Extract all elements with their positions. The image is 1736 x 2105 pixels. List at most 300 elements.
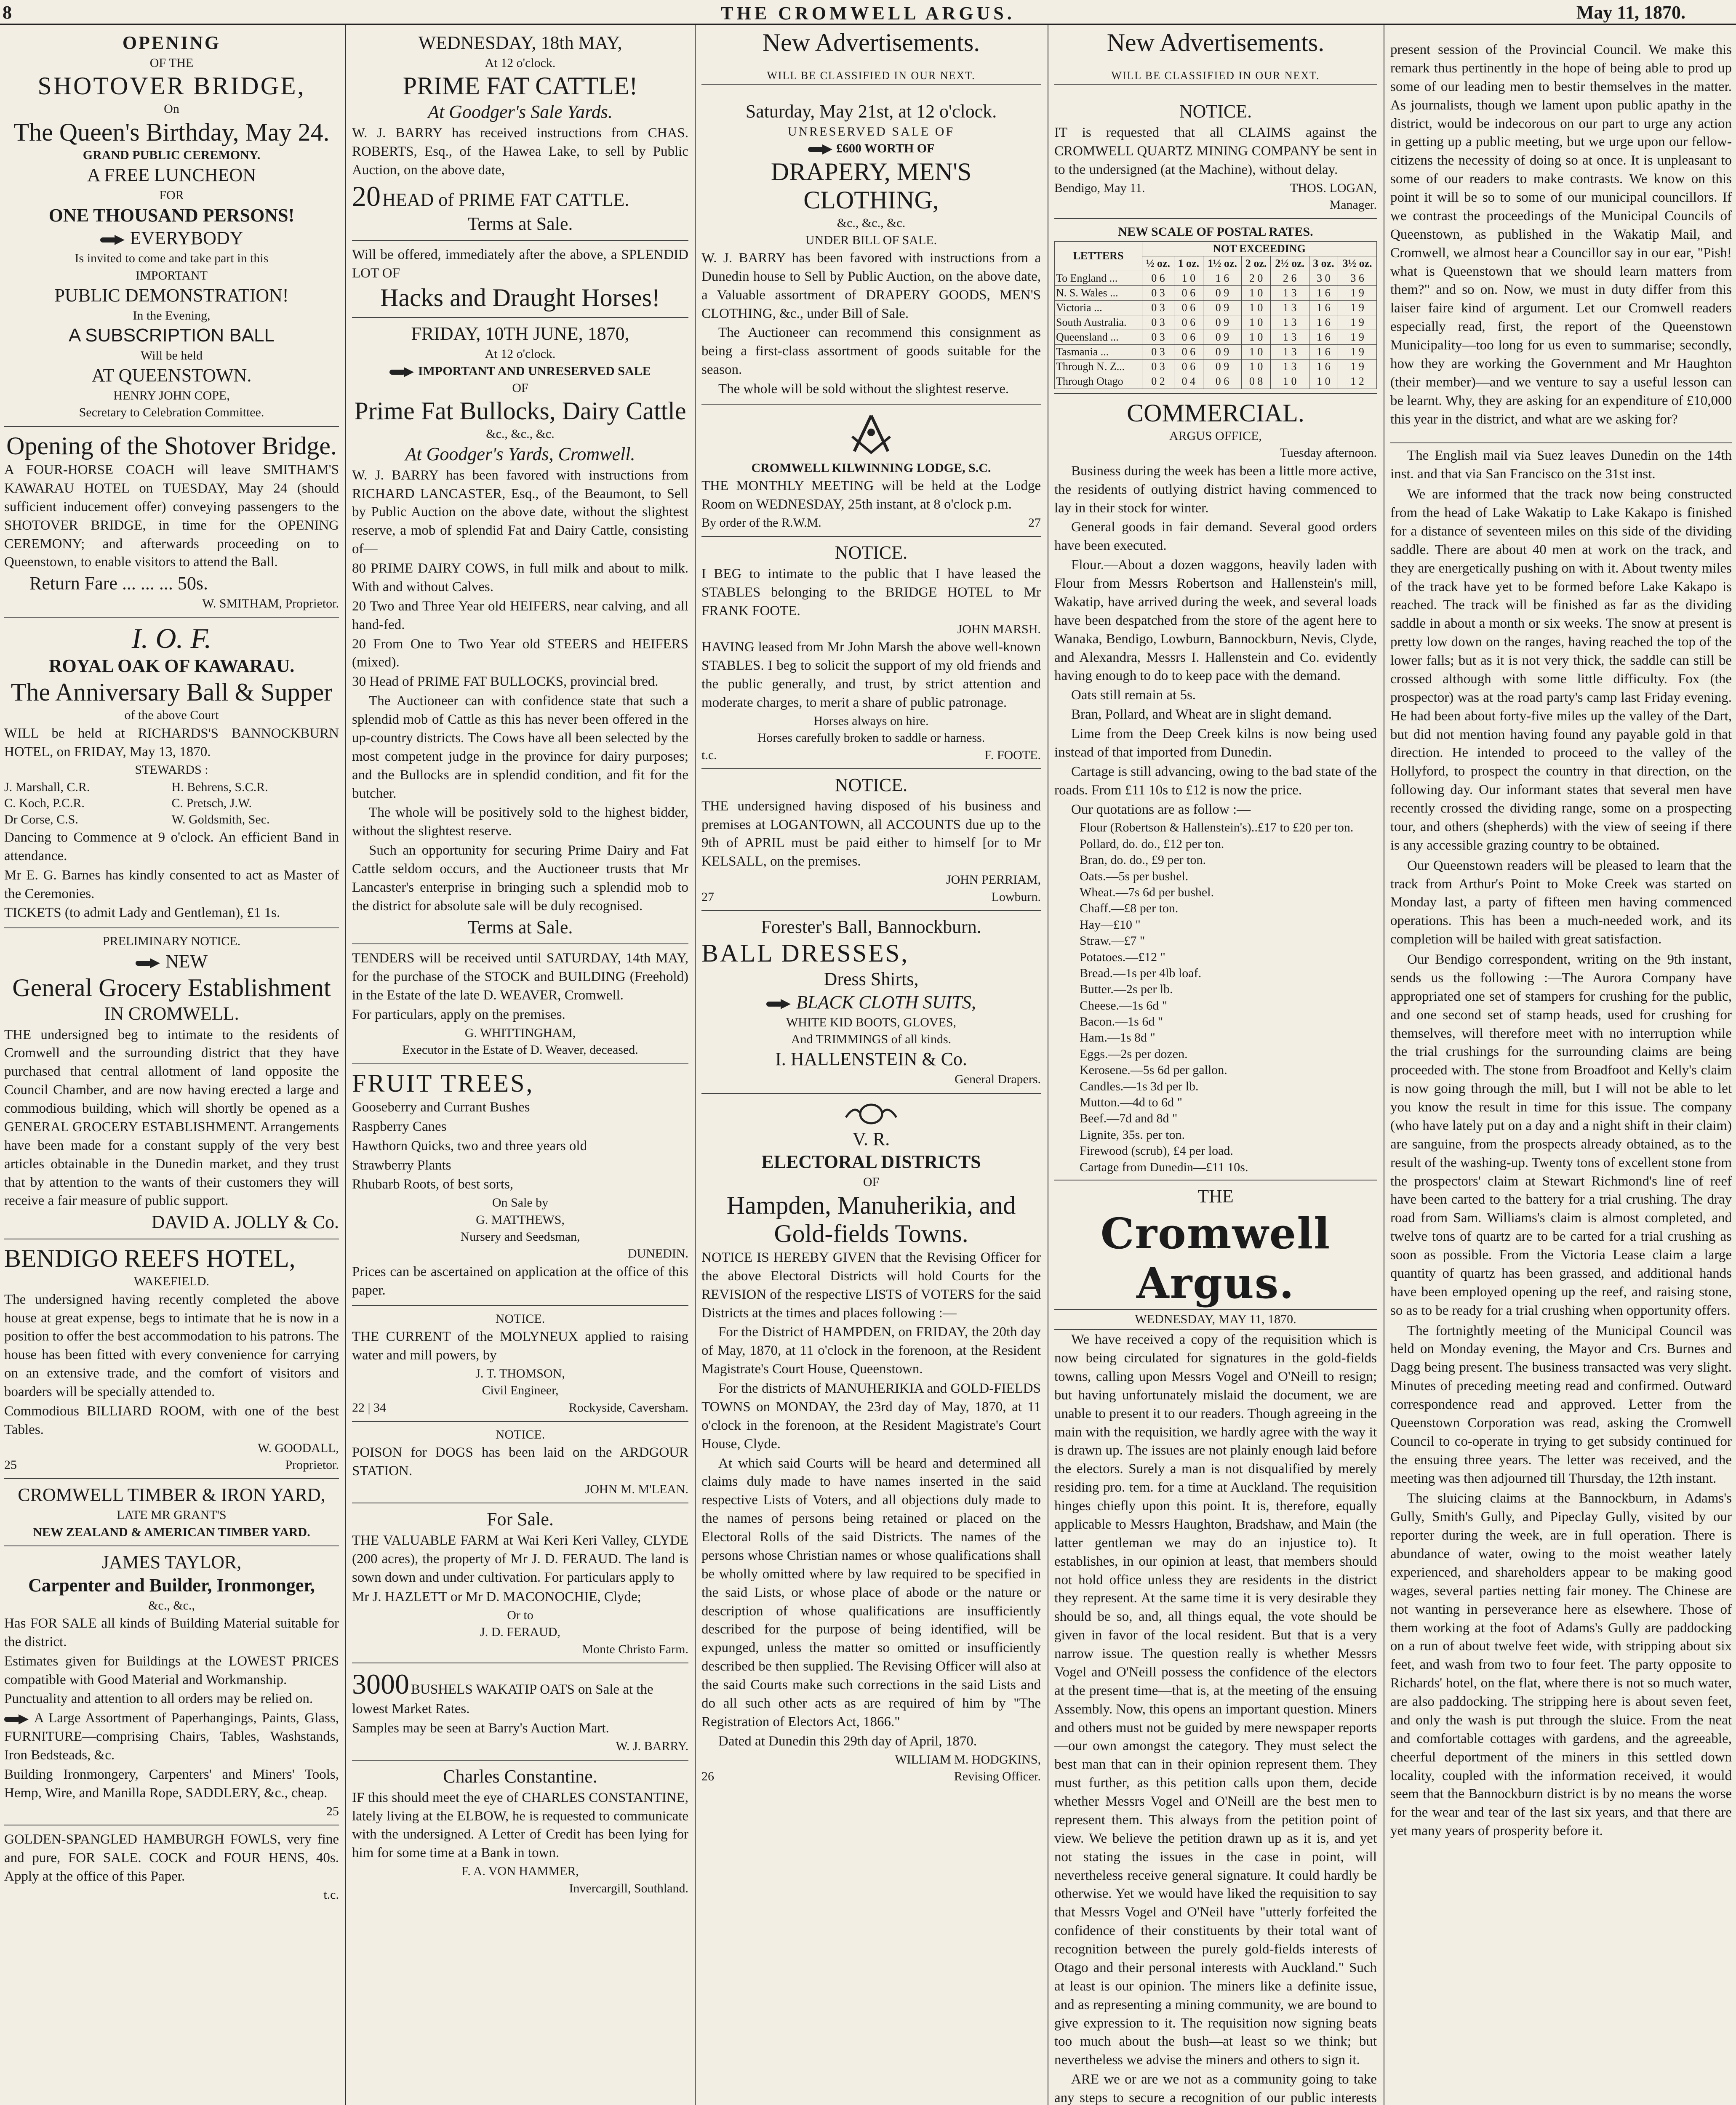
pointing-hand-icon: [808, 144, 833, 155]
list-item: Wheat.—7s 6d per bushel.: [1080, 885, 1214, 899]
ad-line: And TRIMMINGS of all kinds.: [791, 1032, 952, 1046]
article-paragraph: We are informed that the track now being constructed from the head of Lake Wakatip to Lake Kakapo is finished for a distance of seventeen miles on this side of the dividing saddle. There are about 40 men at work on the track, and they are energetically pushing on with it. About twenty miles of the track have yet to be formed before Lake Kakapo is reached. The track will be finished as far as the dividing saddle in about a month or six weeks. The snow at present is pretty low down on the ranges, having reached the top of the lower falls; but as it is not very thick, the saddle can still be crossed although with some little difficulty. Fox (the prospector) was at the road party's camp last Friday evening. He had been about forty-five miles up the valley of the Dart, but did not mention having found any payable gold in that direction. He intended to proceed to the valley of the Hollyford, to prospect the country in that direction, on the following day. Our informant states that several men have recently crossed the dividing range, some on a prospecting tour, and others (shepherds) with the view of seeing if there is any accessible grazing country to be obtained.: [1390, 487, 1732, 853]
ad-line: OF THE: [149, 56, 194, 70]
pointing-hand-icon: [766, 999, 792, 1009]
table-row: [1055, 271, 1377, 285]
ad-body: IT is requested that all CLAIMS against the CROMWELL QUARTZ MINING COMPANY be sent in to the undersigned (at the Machine), without delay.: [1054, 125, 1377, 177]
ad-body: For the districts of MANUHERIKIA and GOLD-FIELDS TOWNS on MONDAY, the 23rd day of May, 1870, at 11 o'clock in the forenoon, at the Resident Magistrate's Court House, Clyde.: [701, 1381, 1041, 1452]
masonic-emblem-icon: [842, 411, 901, 458]
list-item: Firewood (scrub), £4 per load.: [1080, 1144, 1233, 1158]
ad-body: W. J. BARRY has received instructions from CHAS. ROBERTS, Esq., of the Hawea Lake, to sell by Public Auction, on the above date,: [352, 125, 688, 178]
ad-body: Punctuality and attention to all orders may be relied on.: [4, 1691, 313, 1707]
table-cell: 1 9: [1338, 315, 1377, 330]
ad-line: OF: [863, 1175, 880, 1189]
list-item: Hawthorn Quicks, two and three years old: [352, 1138, 587, 1154]
table-cell: 1 6: [1309, 285, 1338, 300]
ad-kilwinning-lodge: [701, 405, 1041, 537]
list-item: Chaff.—£8 per ton.: [1080, 901, 1179, 916]
ad-heading: Charles Constantine.: [443, 1766, 597, 1787]
ad-line: A SUBSCRIPTION BALL: [68, 325, 275, 346]
list-item: Cheese.—1s 6d ": [1080, 998, 1168, 1013]
ad-heading: BALL DRESSES,: [701, 939, 909, 967]
pointing-hand-icon: [389, 367, 415, 377]
ad-number: 20: [352, 180, 381, 212]
pointing-hand-icon: [136, 958, 161, 968]
list-item: Gooseberry and Currant Bushes: [352, 1099, 530, 1115]
ad-oddfellows-ball: [4, 618, 339, 928]
article-paragraph: Our Bendigo correspondent, writing on the 9th instant, sends us the following :—The Aurora Company have appropriated one set of stampers for crushing for the public, and one second set of stamp heads, used for crushing for themselves, will therefore meet with no interruption while the trial crushings for the surrounding claims are being proceeded with. The stone from Broadfoot and Kelly's claim is now going through the mill, but I will not be able to let you know the result in time for this issue. The company (who have lately put on a day and a night shift in their claim) are sanguine, from the prospects already obtained, as to the result of the washing-up. Twenty tons of excellent stone from the prospectors' claim at Stewart Richmond's line of reef have been carted to the battery for a trial crushing. The dray road from Sam. Williams's claim is almost completed, and twelve tons of quartz are to be carted for a trial crushing as soon as possible. From the Victoria Lease claim a large quantity of quartz has been grassed, and additional hands have been employed opening up the reef, and raising stone, so as to be ready for a trial crushing when opportunity offers.: [1390, 952, 1732, 1318]
list-item: Bacon.—1s 6d ": [1080, 1015, 1163, 1029]
ad-signature: I. HALLENSTEIN & Co.: [775, 1049, 967, 1070]
table-cell: 1 6: [1309, 315, 1338, 330]
ad-line: WEDNESDAY, 18th MAY,: [418, 32, 622, 53]
ad-body: The Auctioneer can recommend this consignment as being a first-class assortment of goods suitable for the season.: [701, 325, 1041, 378]
ad-body: The whole will be positively sold to the highest bidder, without the slightest reserve.: [352, 805, 688, 839]
ad-signature: G. WHITTINGHAM,: [464, 1026, 576, 1040]
ad-line: Dress Shirts,: [824, 969, 919, 989]
table-cell: 1 0: [1242, 344, 1271, 359]
table-cell: 1 6: [1309, 300, 1338, 315]
table-cell: 1 6: [1309, 330, 1338, 344]
list-item: Straw.—£7 ": [1080, 934, 1145, 948]
ad-number: 27: [701, 890, 714, 904]
table-cell: 1 3: [1270, 344, 1309, 359]
ad-line: &c., &c., &c.: [486, 427, 555, 441]
table-row: [1055, 374, 1377, 389]
ad-fat-cattle: [352, 27, 688, 241]
ad-line: NOTICE.: [495, 1311, 545, 1326]
ad-heading: The Queen's Birthday, May 24.: [13, 118, 330, 146]
ad-line: On Sale by: [492, 1196, 549, 1210]
list-item: Strawberry Plants: [352, 1157, 451, 1173]
ad-body: Samples may be seen at Barry's Auction Mart.: [352, 1720, 609, 1736]
newspaper-title: THE CROMWELL ARGUS.: [721, 3, 1015, 24]
table-cell: 0 6: [1174, 300, 1203, 315]
ad-number: 27: [1028, 516, 1041, 530]
ad-body: BUSHELS WAKATIP OATS on Sale at the lowest Market Rates.: [352, 1681, 653, 1716]
ad-line: Secretary to Celebration Committee.: [79, 405, 264, 420]
ad-foresters-ball: [701, 911, 1041, 1094]
royal-arms-icon: [821, 1100, 922, 1126]
ad-body: Has FOR SALE all kinds of Building Material suitable for the district.: [4, 1615, 339, 1649]
ad-body: The Auctioneer can with confidence state that such a splendid mob of Cattle as this has never been offered in the up-country districts. The Cows have all been selected by the most competent judge in the province for dairy purposes; and the Bullocks are in splendid condition, and fit for the butcher.: [352, 693, 688, 801]
ad-line: AT QUEENSTOWN.: [91, 365, 252, 386]
table-row: [1055, 330, 1377, 344]
table-cell: 1 0: [1309, 374, 1338, 389]
ad-line: NEW: [165, 951, 208, 972]
ad-heading: Hampden, Manuherikia, and Gold-fields Towns.: [726, 1191, 1016, 1247]
issue-date: May 11, 1870.: [1576, 2, 1685, 23]
ad-body: Such an opportunity for securing Prime Dairy and Fat Cattle seldom occurs, and the Auctioneer trusts that Mr Lancaster's enterprise in bringing such a splendid mob to the district for absolute sale will be duly recognised.: [352, 843, 688, 914]
ad-heading: Opening of the Shotover Bridge.: [6, 432, 337, 460]
table-header: 1 oz.: [1174, 256, 1203, 271]
ad-number: 3000: [352, 1668, 409, 1700]
table-header: 3½ oz.: [1338, 256, 1377, 271]
ad-body: Will be offered, immediately after the above, a SPLENDID LOT OF: [352, 247, 688, 281]
table-cell: 0 9: [1203, 315, 1242, 330]
article-paragraph: Flour.—About a dozen waggons, heavily laden with Flour from Messrs Robertson and Hallenstein's mill, Wakatip, have arrived during the week, and several loads have been despatched from the store of the agent here to Wanaka, Bendigo, Lowburn, Bannockburn, Nevis, Clyde, and Alexandra, Messrs I. Hallenstein and Co. evidently having enough to do to keep pace with the demand.: [1054, 557, 1377, 684]
ad-heading: NOTICE.: [1179, 101, 1252, 122]
ad-heading: JAMES TAYLOR,: [101, 1552, 242, 1572]
list-item: Hay—£10 ": [1080, 917, 1141, 932]
ad-body: W. J. BARRY has been favored with instructions from RICHARD LANCASTER, Esq., of the Beaumont, to Sell by Public Auction on the above date, without the slightest reserve, a mob of splendid Fat and Dairy Cattle, consisting of—: [352, 467, 688, 557]
ad-line: WAKEFIELD.: [133, 1274, 210, 1289]
table-header: NOT EXCEEDING: [1142, 241, 1376, 256]
ad-line: &c., &c.,: [148, 1598, 195, 1612]
ad-line: WHITE KID BOOTS, GLOVES,: [786, 1015, 957, 1029]
article-paragraph: We have received a copy of the requisition which is now being circulated for signatures in the gold-fields towns, calling upon Messrs Vogel and O'Neill to resign; but having unfortunately mislaid the document, we are unable to present it to our readers. Though agreeing in the main with the requisition, we hardly agree with the way it is drawn up. The issues are not plainly enough laid before the electors. Surely a man is not disqualified by merely residing pro. tem. for a time at Auckland. The requisition hinges chiefly upon this point. It is, therefore, equally applicable to Messrs Haughton, Bradshaw, and Main (the latter gentleman we may do an injustice to). It establishes, in our opinion at least, that members should not hold office unless they are residents in the district they represent. At the same time it is very desirable they should be so, and, all things equal, the vote should be given in favor of the local resident. But that is a very narrow issue. The question really is whether Messrs Vogel and O'Neill possess the confidence of the electors at the present time—that is, at the meeting of the ensuing Assembly. Now, this opens an important question. Miners and others must not be guided by mere newspaper reports—our own amongst the category. They must select the best man that can in their opinion represent them. They must further, as this petition calls upon them, decide whether Messrs Vogel and O'Neill are the best men to represent them. This always from the petition point of view. We believe the petition drawn up as it is, and yet not stating the issues in the case in point, will nevertheless receive general signature. It could hardly be otherwise. Yet we would have liked the requisition to say that Messrs Vogel and O'Neil have "utterly forfeited the confidence of their constituents by their total want of recognition between the purely gold-fields interests of Otago and their personal interests with Auckland." Such at least is our opinion. The miners like a definite issue, and as representing a mining community, we are bound to give expression to it. The requisition now signing beats too much about the bush—at least so we think; but nevertheless we advise the miners and others to sign it.: [1054, 1332, 1377, 2068]
table-cell: 3 6: [1338, 271, 1377, 285]
table-cell: 0 3: [1142, 300, 1174, 315]
ad-line: PRELIMINARY NOTICE.: [102, 934, 241, 949]
list-item: 30 Head of PRIME FAT BULLOCKS, provincial bred.: [352, 674, 659, 690]
table-cell: 1 6: [1203, 271, 1242, 285]
ad-line: On: [164, 102, 179, 116]
table-header: 2 oz.: [1242, 256, 1271, 271]
ad-line: UNDER BILL OF SALE.: [805, 233, 937, 247]
ad-line: OF: [512, 381, 528, 395]
table-cell: 0 3: [1142, 285, 1174, 300]
steward: C. Koch, P.C.R.: [4, 796, 85, 810]
ad-line: IMPORTANT: [136, 268, 208, 282]
ad-line: UNRESERVED SALE OF: [787, 124, 955, 139]
ad-line: IN CROMWELL.: [104, 1003, 239, 1024]
table-cell: 1 0: [1242, 359, 1271, 374]
list-item: Bran, do. do., £9 per ton.: [1080, 853, 1206, 867]
ad-line: At Goodger's Yards, Cromwell.: [405, 443, 635, 464]
table-cell: Tasmania ...: [1055, 344, 1142, 359]
ad-line: IMPORTANT AND UNRESERVED SALE: [418, 364, 651, 378]
table-cell: 1 9: [1338, 300, 1377, 315]
ad-heading: Carpenter and Builder, Ironmonger,: [28, 1575, 315, 1596]
ad-number: t.c.: [701, 748, 717, 762]
article-paragraph: The sluicing claims at the Bannockburn, in Adams's Gully, Smith's Gully, and Pipeclay Gully, visited by our reporter during the week, are in full operation. There is abundance of water, owing to the moist weather lately experienced, and shareholders appear to be making good wages, several parties netting fair money. The Chinese are not wanting in perseverance here as elsewhere. Those of them working at the foot of Adams's Gully are paddocking on a run of about twelve feet wide, with stripping about six feet, and wash from two to four feet. The party opposite to Richards' hotel, on the flat, where there is not so much water, are also paddocking. The stripping here is about seven feet, and only the wash is put through the sluice. From the neat and comfortable cottages with gardens, and the agreeable, cheerful deportment of the miners in this settled down locality, coupled with the information received, it would seem that the Bannockburn district is by no means the worse for the wear and tear of the last six years, and that there are yet many years of prosperity before it.: [1390, 1491, 1732, 1839]
table-cell: 1 0: [1174, 271, 1203, 285]
table-cell: Victoria ...: [1055, 300, 1142, 315]
table-cell: 1 3: [1270, 285, 1309, 300]
list-item: Lignite, 35s. per ton.: [1080, 1127, 1185, 1142]
ad-signature: G. MATTHEWS,: [476, 1212, 565, 1227]
ad-drapery-sale: [701, 96, 1041, 405]
table-cell: 0 3: [1142, 330, 1174, 344]
table-row: [1055, 285, 1377, 300]
table-cell: 0 6: [1174, 359, 1203, 374]
ad-line: NEW ZEALAND & AMERICAN TIMBER YARD.: [33, 1525, 310, 1539]
steward: W. Goldsmith, Sec.: [171, 812, 270, 826]
ad-body: TENDERS will be received until SATURDAY, 14th MAY, for the purchase of the STOCK and BUILDING (Freehold) in the Estate of the late D. WEAVER, Cromwell.: [352, 951, 688, 1003]
ad-line: Horses carefully broken to saddle or harness.: [757, 731, 985, 745]
table-cell: 0 6: [1174, 330, 1203, 344]
table-header: 2½ oz.: [1270, 256, 1309, 271]
ad-body: HAVING leased from Mr John Marsh the above well-known STABLES. I beg to solicit the support of my old friends and the public generally, and trust, by strict attention and moderate charges, to merit a share of public patronage.: [701, 639, 1041, 710]
table-cell: 1 9: [1338, 344, 1377, 359]
ad-heading: ROYAL OAK OF KAWARAU.: [48, 655, 295, 677]
ad-line: HEAD of PRIME FAT CATTLE.: [382, 189, 629, 210]
ad-line: THE: [1197, 1186, 1234, 1207]
table-header: ½ oz.: [1142, 256, 1174, 271]
table-cell: 1 0: [1242, 300, 1271, 315]
ad-heading: Prime Fat Bullocks, Dairy Cattle: [354, 397, 686, 425]
ad-body: For the District of HAMPDEN, on FRIDAY, the 20th day of May, 1870, at 11 o'clock in the forenoon, at the Resident Magistrate's Court House, Queenstown.: [701, 1324, 1041, 1377]
table-cell: 1 3: [1270, 300, 1309, 315]
table-cell: 0 9: [1203, 344, 1242, 359]
table-cell: 1 3: [1270, 315, 1309, 330]
table-cell: 1 0: [1270, 374, 1309, 389]
article-paragraph: present session of the Provincial Council. We make this remark thus pertinently in the hope of being able to prod up some of our leading men to bestir themselves in the matter. As journalists, though we lament upon public apathy in the district, would be indecorous on our part to urge any action in getting up a public meeting, but we urge upon our fellow-citizens the necessity of doing so at once. It is unpleasant to some of our readers to make contrasts. We know on this point it will be so to some of our municipal councillors. If we contrast the proceedings of the Municipal Councils of Queenstown, as published in the Wakatip Mail, and Cromwell, we almost hear a Councillor say in our ear, "Pish! what is Queenstown that we should learn matters from them?" and so on. Now, we must in duty differ from this laiser faire kind of argument. Let our Cromwell readers especially read, first, the report of the Queenstown Municipality—too long for us even to summarise; secondly, how they are working the Government and Mr Haughton (their member)—and we venture to say a useful lesson can be learnt. Why, they are asking for an expenditure of £10,000 this year in the district, and what are we asking for?: [1390, 42, 1732, 427]
ad-line: Will be held: [140, 348, 203, 362]
article-paragraph: Bran, Pollard, and Wheat are in slight demand.: [1071, 707, 1332, 722]
ad-shotover-bridge: [4, 27, 339, 427]
ad-line: £600 WORTH OF: [836, 141, 935, 156]
article-paragraph: Cartage is still advancing, owing to the bad state of the roads. From £11 10s to £12 is now the price.: [1054, 764, 1377, 798]
ad-fat-bullocks: [352, 318, 688, 944]
ad-line: STEWARDS :: [135, 763, 208, 777]
table-row: [1055, 344, 1377, 359]
ad-body: WILL be held at RICHARDS'S BANNOCKBURN HOTEL, on FRIDAY, May 13, 1870.: [4, 725, 339, 759]
article-paragraph: Business during the week has been a little more active, the residents of outlying district having commenced to lay in their stock for winter.: [1054, 463, 1377, 516]
ad-body: THE MONTHLY MEETING will be held at the Lodge Room on WEDNESDAY, 25th instant, at 8 o'clock p.m.: [701, 478, 1041, 512]
article-paragraph: The fortnightly meeting of the Municipal Council was held on Monday evening, the Mayor and Crs. Burnes and Dagg being present. The business transacted was very slight. Minutes of preceding meeting read and confirmed. Outward correspondence read and approved. Letter from the Queenstown Corporation was read, asking the Cromwell Council to co-operate in trying to get subsidy continued for the ensuing three years. The letter was received, and the meeting was then adjourned till Thursday, the 12th instant.: [1390, 1323, 1732, 1486]
ad-line: Proprietor.: [285, 1458, 339, 1472]
ad-farm-for-sale: [352, 1503, 688, 1663]
table-cell: 0 6: [1174, 285, 1203, 300]
table-row: [1055, 300, 1377, 315]
table-cell: 1 6: [1309, 359, 1338, 374]
table-cell: Through Otago: [1055, 374, 1142, 389]
table-cell: 1 2: [1338, 374, 1377, 389]
stewards-list: [4, 779, 339, 828]
ad-body: GOLDEN-SPANGLED HAMBURGH FOWLS, very fine and pure, FOR SALE. COCK and FOUR HENS, 40s. Apply at the office of this Paper.: [4, 1832, 339, 1884]
article-paragraph: Lime from the Deep Creek kilns is now being used instead of that imported from Dunedin.: [1054, 726, 1377, 760]
table-cell: 0 9: [1203, 300, 1242, 315]
ad-line: A FREE LUNCHEON: [87, 165, 256, 186]
ad-line: of the above Court: [124, 708, 219, 722]
table-cell: 0 6: [1174, 315, 1203, 330]
ad-line: Horses always on hire.: [813, 714, 929, 728]
ad-line: In the Evening,: [133, 308, 211, 322]
column-1: [0, 27, 343, 2105]
ad-body: Dated at Dunedin this 29th day of April, 1870.: [718, 1733, 977, 1749]
ad-signature: t.c.: [323, 1887, 339, 1902]
list-item: Eggs.—2s per dozen.: [1080, 1047, 1188, 1061]
table-header: LETTERS: [1055, 241, 1142, 271]
editorial-date: WEDNESDAY, MAY 11, 1870.: [1054, 1309, 1377, 1330]
table-cell: 0 6: [1142, 271, 1174, 285]
ad-body: THE undersigned beg to intimate to the residents of Cromwell and the surrounding district that they have purchased that central allotment of land opposite the Council Chamber, and are now having erected a large and commodious building, which will shortly be opened as a GENERAL GROCERY ESTABLISHMENT. Arrangements have been made for a constant supply of the very best articles obtainable in the Dunedin market, and they trust that by attention to the wants of their customers they will receive a fair measure of public support.: [4, 1027, 339, 1209]
ad-number: 22 | 34: [352, 1400, 387, 1415]
table-cell: 0 6: [1174, 344, 1203, 359]
ad-emblem-text: I. O. F.: [131, 622, 212, 655]
ad-line: Monte Christo Farm.: [582, 1642, 688, 1656]
ad-signature: F. A. VON HAMMER,: [461, 1864, 579, 1879]
ad-number: 26: [701, 1769, 714, 1783]
table-cell: 0 3: [1142, 359, 1174, 374]
ad-body: A Large Assortment of Paperhangings, Paints, Glass, FURNITURE—comprising Chairs, Tables, Washstands, Iron Bedsteads, &c.: [4, 1711, 339, 1763]
masthead-rule: [0, 24, 1736, 25]
ad-james-taylor: [4, 1546, 339, 1825]
table-cell: 1 3: [1270, 359, 1309, 374]
ad-body: Building Ironmongery, Carpenters' and Miners' Tools, Hemp, Wire, and Manilla Rope, SADDLERY, &c., cheap.: [4, 1767, 339, 1801]
table-cell: 1 6: [1309, 344, 1338, 359]
ad-line: ARGUS OFFICE,: [1169, 429, 1262, 443]
ad-body: A FOUR-HORSE COACH will leave SMITHAM'S KAWARAU HOTEL on TUESDAY, May 24 (should sufficient inducement offer) conveying passengers to the SHOTOVER BRIDGE, in time for the OPENING CEREMONY; and afterwards proceeding on to Queenstown, to enable visitors to attend the Ball.: [4, 462, 339, 570]
list-item: 80 PRIME DAIRY COWS, in full milk and about to milk. With and without Calves.: [352, 561, 688, 594]
list-item: Cartage from Dunedin—£11 10s.: [1080, 1160, 1248, 1174]
ad-line: Or to: [507, 1608, 533, 1622]
ad-body: POISON for DOGS has been laid on the ARDGOUR STATION.: [352, 1445, 688, 1479]
pointing-hand-icon: [4, 1714, 29, 1724]
table-header: 3 oz.: [1309, 256, 1338, 271]
list-item: Candles.—1s 3d per lb.: [1080, 1079, 1199, 1093]
table-cell: 1 0: [1242, 285, 1271, 300]
ad-body: Mr J. HAZLETT or Mr D. MACONOCHIE, Clyde;: [352, 1589, 641, 1604]
postal-rates-table: [1054, 219, 1377, 394]
ad-signature: F. FOOTE.: [984, 748, 1041, 762]
table-title: NEW SCALE OF POSTAL RATES.: [1118, 225, 1313, 239]
table-cell: To England ...: [1055, 271, 1142, 285]
divider: [1390, 442, 1732, 443]
table-cell: Through N. Z...: [1055, 359, 1142, 374]
table-cell: 1 9: [1338, 359, 1377, 374]
ad-signature: JOHN PERRIAM,: [946, 873, 1041, 887]
table-cell: 1 3: [1270, 330, 1309, 344]
ad-fruit-trees: [352, 1064, 688, 1306]
ad-line: FRIDAY, 10TH JUNE, 1870,: [411, 323, 629, 344]
list-item: Rhubarb Roots, of best sorts,: [352, 1177, 514, 1192]
ad-line: General Drapers.: [955, 1072, 1041, 1087]
article-paragraph: General goods in fair demand. Several good orders have been executed.: [1054, 520, 1377, 554]
ad-line: ONE THOUSAND PERSONS!: [48, 205, 295, 226]
ad-stables: [701, 537, 1041, 769]
ad-line: GRAND PUBLIC CEREMONY.: [83, 148, 261, 162]
list-item: Oats.—5s per bushel.: [1080, 869, 1189, 883]
ad-heading: Forester's Ball, Bannockburn.: [761, 917, 981, 938]
article-paragraph: Our quotations are as follow :—: [1071, 802, 1251, 817]
list-item: Ham.—1s 8d ": [1080, 1031, 1155, 1045]
ad-line: Return Fare ... ... ... 50s.: [29, 573, 208, 594]
ad-body: I BEG to intimate to the public that I have leased the STABLES belonging to the BRIDGE HOTEL to Mr FRANK FOOTE.: [701, 566, 1041, 618]
section-header: New Advertisements.: [1107, 29, 1325, 56]
ad-line: Nursery and Seedsman,: [460, 1230, 580, 1244]
ad-line: Bendigo, May 11.: [1054, 181, 1145, 195]
list-item: 20 Two and Three Year old HEIFERS, near calving, and all hand-fed.: [352, 598, 688, 632]
steward: C. Pretsch, J.W.: [171, 796, 252, 810]
ad-body: W. J. BARRY has been favored with instructions from a Dunedin house to Sell by Public Auction, on the above date, a Valuable assortment of DRAPERY GOODS, MEN'S CLOTHING, &c., under Bill of Sale.: [701, 250, 1041, 321]
commercial-report: [1054, 394, 1377, 1180]
ad-body: THE VALUABLE FARM at Wai Keri Keri Valley, CLYDE (200 acres), the property of Mr J. D. FERAUD. The land is sown down and under cultivation. For particulars apply to: [352, 1533, 688, 1585]
table-cell: 1 9: [1338, 285, 1377, 300]
ad-molyneux: [352, 1306, 688, 1422]
ad-signature: J. T. THOMSON,: [475, 1366, 565, 1380]
ad-body: THE CURRENT of the MOLYNEUX applied to raising water and mill powers, by: [352, 1329, 688, 1363]
ad-heading: NOTICE.: [835, 774, 908, 795]
ad-line: Tuesday afternoon.: [1280, 446, 1377, 460]
ad-grocery: [4, 928, 339, 1239]
ad-line: Executor in the Estate of D. Weaver, deceased.: [402, 1043, 638, 1057]
ad-poison: [352, 1422, 688, 1504]
ad-body: At which said Courts will be heard and determined all claims duly made to have names inserted in the said respective Lists of Voters, and all objections duly made to the names of persons being retained or placed on the Electoral Rolls of the said Districts. The names of the persons whose Christian names or whose qualifications shall be wholly omitted where by law required to be specified in the said Lists, or whose place of abode or the nature or description of whose qualifications are insufficiently described for the purpose of being identified, will be expunged, unless the matter so omitted or insufficiently described be then supplied. The Revising Officer will also at the said Courts make such corrections in the said Lists and do all such other acts as are required of him by "The Registration of Electors Act, 1866.": [701, 1455, 1041, 1729]
page-number: 8: [3, 2, 12, 23]
section-subheader: WILL BE CLASSIFIED IN OUR NEXT.: [1054, 68, 1377, 85]
table-cell: 2 0: [1242, 271, 1271, 285]
list-item: Potatoes.—£12 ": [1080, 950, 1165, 964]
table-cell: 0 3: [1142, 315, 1174, 330]
ad-body: THE undersigned having disposed of his business and premises at LOGANTOWN, all ACCOUNTS due up to the 9th of APRIL must be paid either to himself [or to Mr KELSALL, on the premises.: [701, 798, 1041, 869]
ad-heading: PRIME FAT CATTLE!: [403, 72, 638, 100]
ad-timber-yard: [4, 1479, 339, 1546]
steward: Dr Corse, C.S.: [4, 812, 78, 826]
ad-line: At 12 o'clock.: [485, 347, 556, 361]
ad-signature: DAVID A. JOLLY & Co.: [151, 1212, 339, 1233]
ad-perriam-notice: [701, 769, 1041, 911]
list-item: Flour (Robertson & Hallenstein's)..£17 to £20 per ton.: [1080, 821, 1354, 835]
ad-heading: For Sale.: [487, 1509, 554, 1530]
column-5: [1386, 27, 1736, 2105]
ad-line: Terms at Sale.: [467, 213, 573, 234]
ad-heading: CROMWELL KILWINNING LODGE, S.C.: [751, 461, 991, 475]
ad-line: EVERYBODY: [130, 228, 243, 249]
ad-line: By order of the R.W.M.: [701, 516, 821, 530]
list-item: Bread.—1s per 4lb loaf.: [1080, 966, 1202, 980]
masthead: [0, 0, 1736, 25]
ad-tenders: [352, 944, 688, 1064]
table-row: [1055, 359, 1377, 374]
ad-heading: Hacks and Draught Horses!: [380, 284, 660, 312]
table-cell: 1 0: [1242, 315, 1271, 330]
ad-bendigo-reefs-hotel: [4, 1239, 339, 1479]
article-paragraph: ARE we or are we not as a community going to take any steps to secure a recognition of our public interests: [1054, 2072, 1377, 2105]
ad-body: The whole will be sold without the slightest reserve.: [718, 381, 1009, 397]
ad-heading: SHOTOVER BRIDGE,: [37, 72, 306, 100]
ad-heading: FRUIT TREES,: [352, 1069, 534, 1097]
list-item: Kerosene.—5s 6d per gallon.: [1080, 1063, 1227, 1077]
ad-signature: HENRY JOHN COPE,: [113, 389, 230, 403]
ad-number: 25: [326, 1804, 339, 1818]
ad-body: Estimates given for Buildings at the LOWEST PRICES compatible with Good Material and Workmanship.: [4, 1653, 339, 1687]
ad-line: At Goodger's Sale Yards.: [428, 101, 613, 123]
ad-electoral-districts: [701, 1094, 1041, 1790]
table-cell: 3 0: [1309, 271, 1338, 285]
table-cell: 0 9: [1203, 359, 1242, 374]
pointing-hand-icon: [100, 235, 125, 245]
ad-body: NOTICE IS HEREBY GIVEN that the Revising Officer for the above Electoral Districts will hold Courts for the REVISION of the respective LISTS of VOTERS for the said Districts at the times and places following :—: [701, 1250, 1041, 1321]
ad-line: FOR: [159, 188, 184, 203]
column-3: [697, 27, 1045, 2105]
ad-body: Mr E. G. Barnes has kindly consented to act as Master of the Ceremonies.: [4, 867, 339, 901]
table-cell: 1 9: [1338, 330, 1377, 344]
ad-signature: J. D. FERAUD,: [480, 1625, 560, 1639]
ad-line: Terms at Sale.: [467, 917, 573, 938]
ad-line: Invercargill, Southland.: [569, 1881, 688, 1895]
list-item: Pollard, do. do., £12 per ton.: [1080, 837, 1224, 851]
ad-line: Rockyside, Caversham.: [568, 1400, 688, 1415]
ad-line: Lowburn.: [991, 890, 1041, 904]
ad-body: Commodious BILLIARD ROOM, with one of the best Tables.: [4, 1403, 339, 1437]
ad-body: Dancing to Commence at 9 o'clock. An efficient Band in attendance.: [4, 829, 339, 863]
ad-quartz-mining-claims: [1054, 96, 1377, 219]
ad-horses: [352, 241, 688, 318]
table-row: [1055, 315, 1377, 330]
ad-signature: JOHN M. M'LEAN.: [585, 1482, 688, 1497]
column-2: [348, 27, 693, 2105]
ad-signature: THOS. LOGAN,: [1290, 181, 1377, 195]
article-paragraph: Oats still remain at 5s.: [1071, 687, 1196, 703]
ad-heading: ELECTORAL DISTRICTS: [761, 1151, 981, 1172]
ad-heading: NOTICE.: [835, 542, 908, 563]
ad-heading: DRAPERY, MEN'S CLOTHING,: [771, 157, 972, 214]
ad-body: The undersigned having recently completed the above house at great expense, begs to intimate that he is now in a position to offer the best accommodation to his patrons. The house has been fitted with every convenience for carrying on an extensive trade, and the comfort of visitors and boarders will be specially attended to.: [4, 1292, 339, 1400]
section-heading: COMMERCIAL.: [1127, 399, 1304, 427]
